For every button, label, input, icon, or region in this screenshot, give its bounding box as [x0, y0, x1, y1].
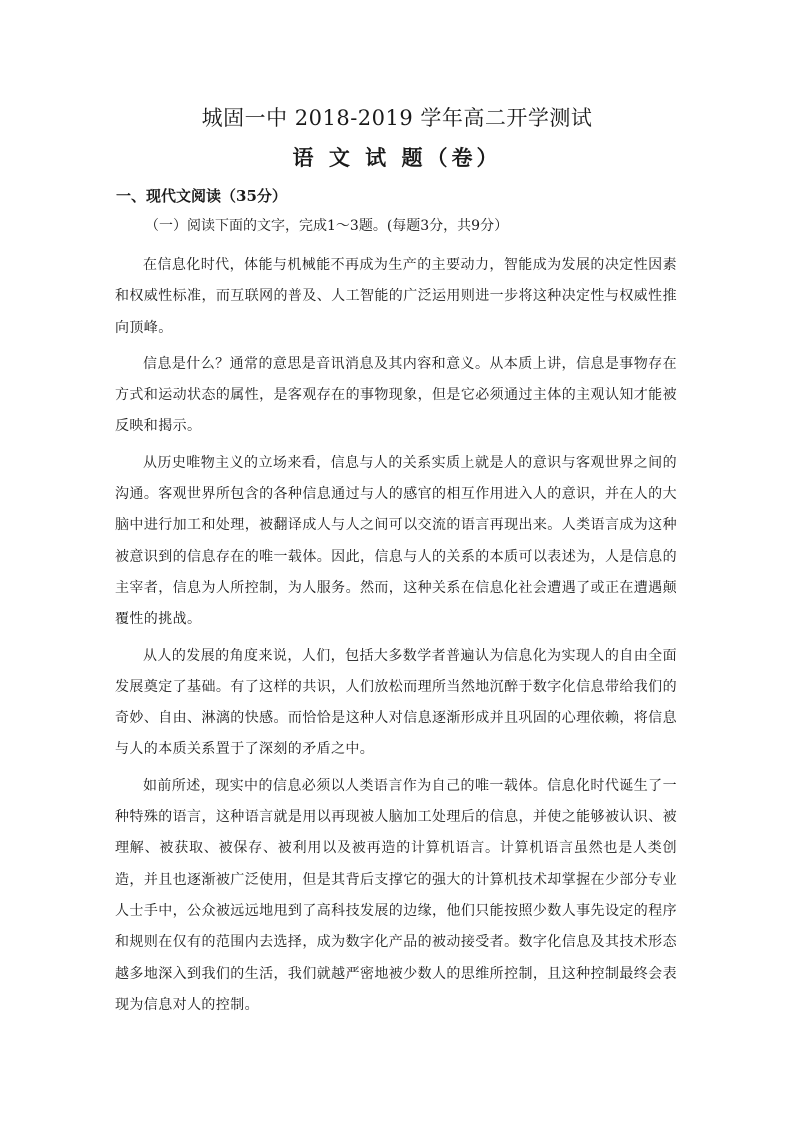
- passage-paragraph: 信息是什么？通常的意思是音讯消息及其内容和意义。从本质上讲，信息是事物存在方式和运动状态的属性，是客观存在的事物现象，但是它必须通过主体的主观认知才能被反映和揭示。: [115, 355, 677, 435]
- reading-passage: [115, 250, 677, 1026]
- reading-instructions: （一）阅读下面的文字，完成1～3题。(每题3分，共9分）: [145, 218, 509, 234]
- exam-subtitle: 语 文 试 题（卷）: [292, 145, 502, 170]
- passage-paragraph: 从人的发展的角度来说，人们，包括大多数学者普遍认为信息化为实现人的自由全面发展奠定了基础。有了这样的共识，人们放松而理所当然地沉醉于数字化信息带给我们的奇妙、自由、淋漓的快感。而恰恰是这种人对信息逐渐形成并且巩固的心理依赖，将信息与人的本质关系置于了深刻的矛盾之中。: [115, 647, 677, 758]
- section-heading: 一、现代文阅读（35分）: [116, 187, 287, 205]
- exam-title: 城固一中 2018-2019 学年高二开学测试: [201, 106, 593, 130]
- passage-paragraph: 在信息化时代，体能与机械能不再成为生产的主要动力，智能成为发展的决定性因素和权威性标准，而互联网的普及、人工智能的广泛运用则进一步将这种决定性与权威性推向顶峰。: [115, 257, 677, 336]
- passage-paragraph: 从历史唯物主义的立场来看，信息与人的关系实质上就是人的意识与客观世界之间的沟通。客观世界所包含的各种信息通过与人的感官的相互作用进入人的意识，并在人的大脑中进行加工和处理，被翻译成人与人之间可以交流的语言再现出来。人类语言成为这种被意识到的信息存在的唯一载体。因此，信息与人的关系的本质可以表述为，人是信息的主宰者，信息为人所控制，为人服务。然而，这种关系在信息化社会遭遇了或正在遭遇颠覆性的挑战。: [115, 454, 677, 628]
- passage-paragraph: 如前所述，现实中的信息必须以人类语言作为自己的唯一载体。信息化时代诞生了一种特殊的语言，这种语言就是用以再现被人脑加工处理后的信息，并使之能够被认识、被理解、被获取、被保存、被利用以及被再造的计算机语言。计算机语言虽然也是人类创造，并且也逐渐被广泛使用，但是其背后支撑它的强大的计算机技术却掌握在少部分专业人士手中，公众被远远地甩到了高科技发展的边缘，他们只能按照少数人事先设定的程序和规则在仅有的范围内去选择，成为数字化产品的被动接受者。数字化信息及其技术形态越多地深入到我们的生活，我们就越严密地被少数人的思维所控制，且这种控制最终会表现为信息对人的控制。: [115, 777, 677, 1013]
